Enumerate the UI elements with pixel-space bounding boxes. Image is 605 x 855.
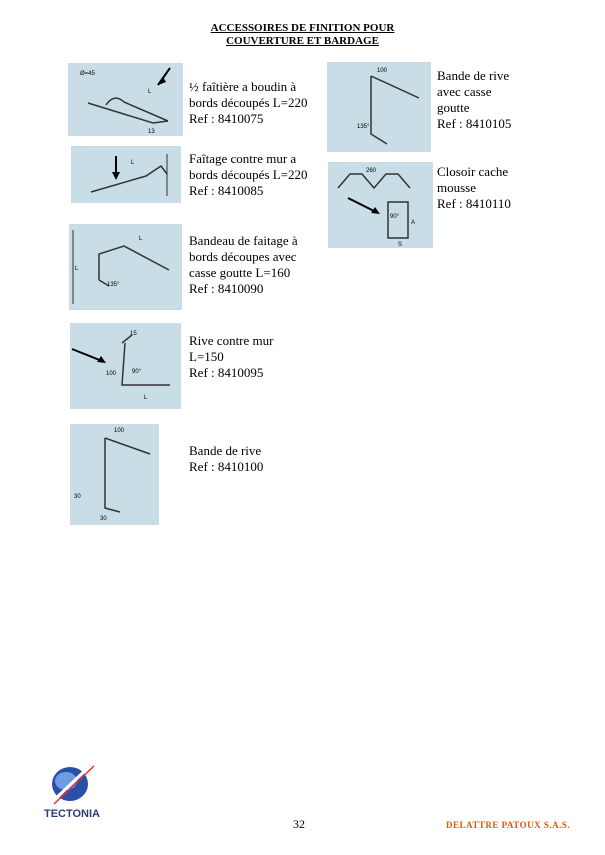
- item-line: Closoir cache: [437, 164, 509, 179]
- item-line: bords découpes avec: [189, 249, 297, 264]
- item-reference: Ref : 8410085: [189, 183, 264, 198]
- item-reference: Ref : 8410110: [437, 196, 511, 211]
- diagram-edge-band: [70, 424, 159, 525]
- dim-label: 90°: [132, 369, 142, 375]
- diagram-half-ridge-drawing: [68, 63, 183, 136]
- dim-label: L: [139, 236, 143, 242]
- diagram-foam-closure-drawing: [328, 162, 433, 248]
- diagram-foam-closure: [328, 162, 433, 248]
- diagram-half-ridge: [68, 63, 183, 136]
- dim-label: L: [131, 160, 135, 166]
- item-description-wall-edge: [189, 333, 273, 381]
- logo-text: TECTONIA: [43, 808, 101, 820]
- item-reference: Ref : 8410075: [189, 111, 264, 126]
- dim-label: 90°: [390, 214, 400, 220]
- item-description-half-ridge: [189, 79, 308, 127]
- company-logo: [42, 762, 102, 822]
- item-line: Faîtage contre mur a: [189, 151, 297, 166]
- dim-label: 260: [366, 168, 377, 174]
- page-title-line-1: ACCESSOIRES DE FINITION POUR: [210, 22, 395, 34]
- diagram-edge-band-drip: [327, 62, 431, 152]
- dim-label: 135°: [107, 282, 120, 288]
- item-line: Bandeau de faitage à: [189, 233, 298, 248]
- item-description-edge-band-drip: [437, 68, 511, 132]
- item-description-wall-ridge: [189, 151, 308, 199]
- item-description-ridge-band: [189, 233, 298, 297]
- dim-label: 30: [74, 494, 81, 500]
- item-reference: Ref : 8410100: [189, 459, 264, 474]
- item-reference: Ref : 8410105: [437, 116, 512, 131]
- item-line: Rive contre mur: [189, 333, 274, 348]
- item-line: goutte: [437, 100, 470, 115]
- item-line: Bande de rive: [189, 443, 262, 458]
- page-number: 32: [293, 817, 305, 831]
- diagram-edge-band-drip-drawing: [327, 62, 431, 152]
- dim-label: 100: [114, 428, 125, 434]
- item-line: Bande de rive: [437, 68, 510, 83]
- item-reference: Ref : 8410095: [189, 365, 264, 380]
- diagram-edge-band-drawing: [70, 424, 159, 525]
- item-description-foam-closure: [437, 164, 511, 212]
- diagram-wall-edge-drawing: [70, 323, 181, 409]
- item-reference: Ref : 8410090: [189, 281, 264, 296]
- dim-label: S: [398, 242, 403, 248]
- page-title-line-2: COUVERTURE ET BARDAGE: [226, 35, 379, 47]
- page-title: [0, 22, 605, 48]
- dim-label: A: [411, 220, 416, 226]
- item-line: casse goutte L=160: [189, 265, 291, 280]
- item-line: ½ faîtière a boudin à: [189, 79, 297, 94]
- diagram-wall-ridge-drawing: [71, 146, 181, 203]
- dim-label: 135°: [357, 124, 370, 130]
- company-name: DELATTRE PATOUX S.A.S.: [446, 820, 571, 830]
- dim-label: 30: [100, 516, 107, 522]
- dim-label: 100: [377, 68, 388, 74]
- dim-label: 15: [130, 331, 137, 337]
- dim-label: L: [148, 89, 152, 95]
- dim-label: L: [144, 395, 148, 401]
- item-line: bords découpés L=220: [189, 167, 308, 182]
- diagram-ridge-band-drawing: [69, 224, 182, 310]
- diagram-wall-edge: [70, 323, 181, 409]
- item-line: mousse: [437, 180, 476, 195]
- diagram-wall-ridge: [71, 146, 181, 203]
- diagram-ridge-band: [69, 224, 182, 310]
- item-description-edge-band: [189, 443, 263, 475]
- item-line: L=150: [189, 349, 224, 364]
- dim-label: 100: [106, 371, 117, 377]
- dim-label: L: [75, 266, 79, 272]
- item-line: bords découpés L=220: [189, 95, 308, 110]
- item-line: avec casse: [437, 84, 492, 99]
- logo-icon: [42, 762, 102, 822]
- dim-label: 13: [148, 129, 155, 135]
- dim-label: Ø=45: [80, 71, 95, 77]
